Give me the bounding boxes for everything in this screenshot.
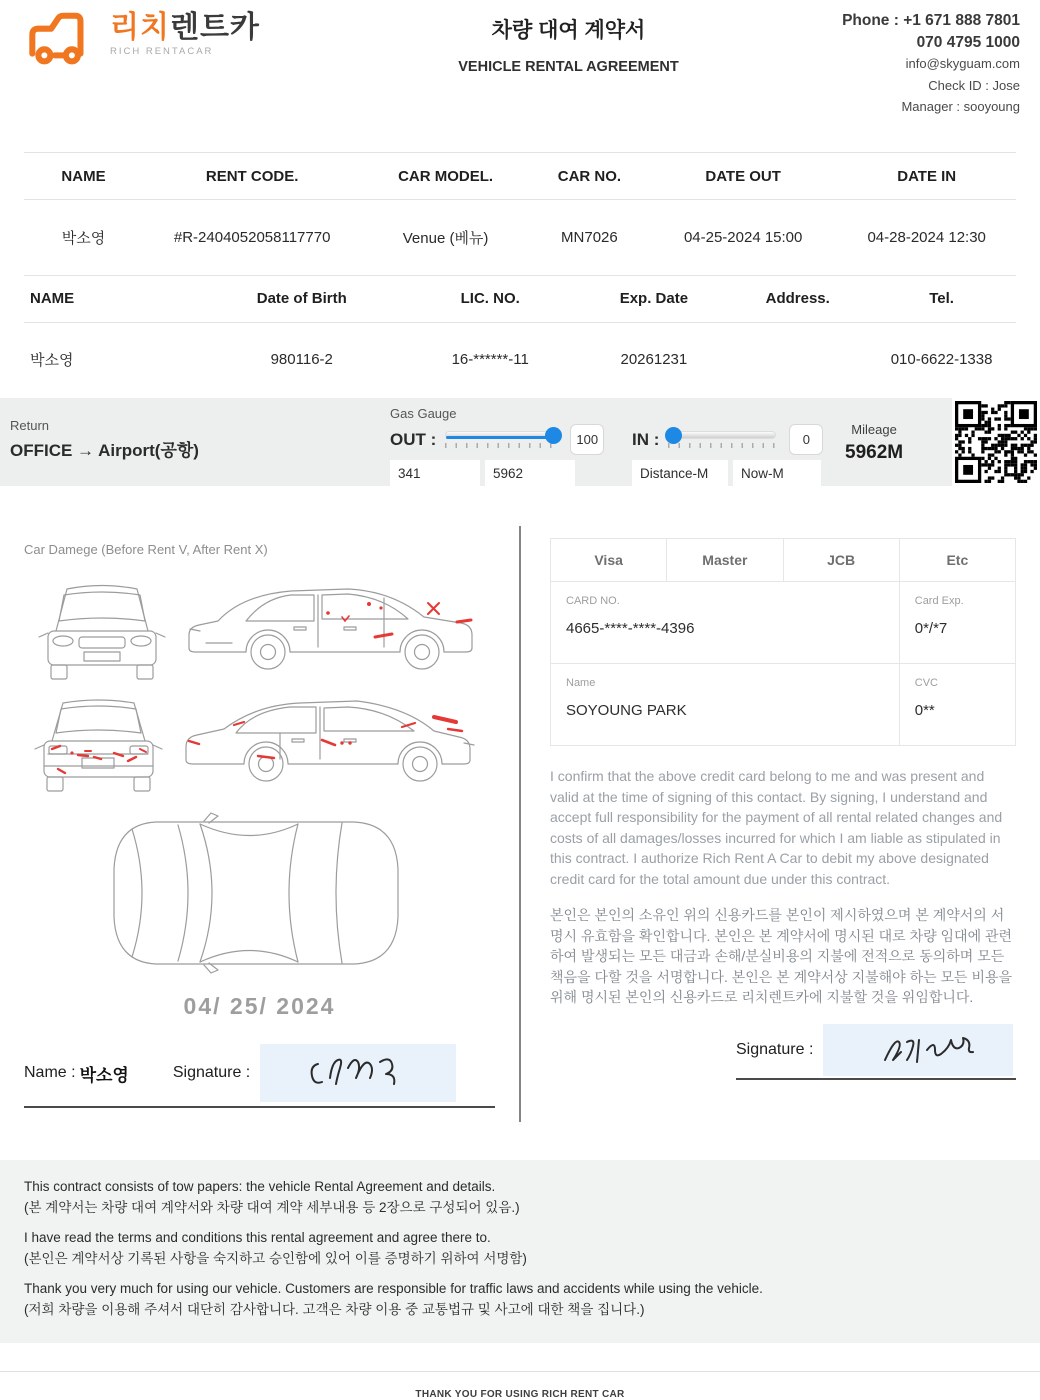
rental-car-no-value: MN7026	[561, 228, 618, 246]
logo-subtitle: RICH RENTACAR	[110, 46, 214, 57]
contact-info	[785, 10, 1020, 152]
card-number-label: CARD NO.	[566, 595, 620, 607]
driver-header-dob: Date of Birth	[203, 275, 401, 322]
gas-in-slider-ticks	[668, 443, 776, 448]
car-side-view-2	[172, 683, 488, 795]
logo-kr-secondary: 렌트카	[169, 11, 260, 44]
contact-email: info@skyguam.com	[905, 56, 1020, 71]
card-holder-label: Name	[566, 677, 596, 689]
card-signature-label: Signature :	[736, 1040, 814, 1058]
return-info	[10, 418, 199, 461]
gas-in-value-box[interactable]: 0	[789, 424, 823, 455]
driver-exp-date-value: 20261231	[620, 351, 688, 369]
qr-code	[952, 398, 1040, 486]
card-signature-pad[interactable]	[823, 1024, 1013, 1076]
gas-out-label: OUT :	[390, 429, 437, 449]
page-title-english: VEHICLE RENTAL AGREEMENT	[458, 59, 679, 75]
mileage-block	[845, 422, 903, 464]
renter-signature-label: Signature :	[172, 1064, 251, 1081]
logo	[22, 10, 352, 152]
driver-header-address: Address.	[728, 275, 867, 322]
card-holder-cell	[551, 664, 900, 746]
rental-header-date-out: DATE OUT	[649, 153, 837, 200]
card-signature-image	[823, 1024, 1013, 1076]
main-section	[0, 526, 1040, 1122]
driver-table-data-row	[24, 322, 1016, 397]
card-type-header-row	[551, 539, 1016, 582]
mileage-value: 5962M	[845, 442, 904, 463]
logo-korean-name	[110, 12, 260, 44]
card-holder-row	[551, 664, 1016, 746]
card-type-visa[interactable]: Visa	[551, 539, 667, 582]
gas-in-slider-track[interactable]	[668, 431, 776, 439]
rental-table-data-row	[24, 200, 1016, 275]
car-damage-title: Car Damege (Before Rent V, After Rent X)	[24, 542, 268, 557]
terms-line-ko-1: (본 계약서는 차량 대여 계약서와 차량 대여 계약 세부내용 등 2장으로 구성되어 있음.)	[24, 1200, 520, 1215]
terms-pair-1	[24, 1176, 1016, 1218]
contact-phone-1: Phone : +1 671 888 7801	[842, 12, 1020, 29]
credit-card-section	[521, 526, 1040, 1122]
car-side-view-1	[176, 571, 488, 683]
renter-signature-pad[interactable]	[260, 1044, 456, 1102]
return-label: Return	[10, 418, 50, 433]
gas-in-slider[interactable]	[668, 431, 776, 448]
title-block	[352, 10, 785, 152]
out-now-mileage-input[interactable]	[485, 460, 575, 486]
page-title-korean: 차량 대여 계약서	[491, 19, 646, 42]
rental-header-name: NAME	[24, 153, 143, 200]
card-number-value: 4665-****-****-4396	[566, 620, 695, 637]
driver-dob-value: 980116-2	[270, 351, 333, 369]
gas-in-slider-group	[632, 424, 823, 455]
terms-line-en-1: This contract consists of tow papers: the vehicle Rental Agreement and details.	[24, 1179, 496, 1194]
footer-text: THANK YOU FOR USING RICH RENT CAR	[415, 1389, 625, 1400]
card-cvc-label: CVC	[914, 677, 938, 689]
driver-name-value: 박소영	[30, 352, 74, 370]
rental-name-value: 박소영	[61, 229, 106, 247]
renter-signature-row	[24, 1044, 495, 1108]
rental-car-model-value: Venue (베뉴)	[402, 229, 489, 247]
gas-out-slider-group	[390, 424, 604, 455]
driver-header-lic-no: LIC. NO.	[401, 275, 580, 322]
card-type-jcb[interactable]: JCB	[783, 539, 899, 582]
rental-date-out-value: 04-25-2024 15:00	[683, 228, 803, 246]
driver-header-tel: Tel.	[867, 275, 1016, 322]
car-rear-view	[28, 691, 170, 801]
out-start-mileage-input[interactable]	[390, 460, 480, 486]
qr-code-svg	[955, 401, 1037, 483]
distance-m-input[interactable]	[632, 460, 728, 486]
driver-info-table	[24, 275, 1016, 398]
driver-address-value	[728, 322, 867, 397]
gauge-band	[0, 398, 1040, 486]
gas-out-value-box[interactable]: 100	[570, 424, 604, 455]
contact-check-id: Check ID : Jose	[928, 77, 1020, 93]
driver-tel-value: 010-6622-1338	[890, 351, 993, 369]
gas-gauge-label: Gas Gauge	[390, 406, 457, 421]
truck-logo-icon	[22, 10, 108, 68]
rental-header-car-no: CAR NO.	[530, 153, 649, 200]
terms-line-ko-3: (저희 차량을 이용해 주셔서 대단히 감사합니다. 고객은 차량 이용 중 교통법규 및 사고에 대한 책을 집니다.)	[24, 1302, 645, 1317]
gas-out-slider[interactable]	[445, 431, 557, 448]
car-damage-section	[0, 526, 519, 1122]
credit-card-table	[550, 538, 1016, 746]
rental-table-header-row	[24, 153, 1016, 200]
driver-header-exp-date: Exp. Date	[579, 275, 728, 322]
driver-lic-no-value: 16-******-11	[451, 351, 529, 369]
card-type-master[interactable]: Master	[667, 539, 783, 582]
terms-pair-3	[24, 1278, 1016, 1320]
renter-signature-image	[260, 1044, 456, 1102]
logo-kr-primary: 리치	[110, 11, 170, 44]
contact-manager: Manager : sooyoung	[901, 99, 1020, 114]
gas-out-slider-ticks	[445, 443, 557, 448]
gas-in-slider-thumb[interactable]	[665, 427, 682, 444]
car-damage-diagram[interactable]	[24, 569, 495, 987]
terms-line-ko-2: (본인은 계약서상 기록된 사항을 숙지하고 승인함에 있어 이를 증명하기 위하여 서명함)	[24, 1251, 527, 1266]
renter-name-label: Name :	[24, 1064, 76, 1081]
card-cvc-cell	[899, 664, 1015, 746]
driver-header-name: NAME	[24, 275, 203, 322]
card-cvc-value: 0**	[914, 702, 935, 719]
card-number-row	[551, 582, 1016, 664]
terms-line-en-3: Thank you very much for using our vehicle. Customers are responsible for traffic laws and accidents while using the vehicle.	[24, 1281, 763, 1296]
gas-out-slider-thumb[interactable]	[545, 427, 562, 444]
mileage-label: Mileage	[851, 422, 897, 437]
card-holder-value: SOYOUNG PARK	[566, 702, 687, 719]
gas-out-slider-track[interactable]	[445, 431, 557, 439]
contact-phone-2: 070 4795 1000	[916, 33, 1020, 51]
contract-date: 04/ 25/ 2024	[183, 993, 336, 1019]
card-exp-value: 0*/*7	[914, 620, 948, 637]
card-exp-cell	[899, 582, 1015, 664]
card-confirmation-korean: 본인은 본인의 소유인 위의 신용카드를 본인이 제시하였으며 본 계약서의 서명시 유효함을 확인합니다. 본인은 본 계약서에 명시된 대로 차량 임대에 관련하여 발생되는 모든 대금과 손해/분실비용의 지불에 전적으로 동의하며 모든 책음을 다할 것을 서명합니다. 본인은 본 계약서상 지불해야 하는 모든 비용을 위해 명시된 본인의 신용카드로 리치렌트카에 지불할 것을 위임합니다.	[550, 907, 1013, 1005]
card-exp-label: Card Exp.	[914, 595, 964, 607]
rental-header-car-model: CAR MODEL.	[361, 153, 530, 200]
terms-block	[0, 1160, 1040, 1343]
page-footer	[0, 1371, 1040, 1400]
card-type-etc[interactable]: Etc	[899, 539, 1015, 582]
rental-header-date-in: DATE IN	[837, 153, 1016, 200]
car-top-view	[100, 807, 412, 979]
header	[0, 0, 1040, 152]
terms-line-en-2: I have read the terms and conditions this rental agreement and agree there to.	[24, 1230, 491, 1245]
out-inputs	[390, 460, 575, 486]
in-inputs	[632, 460, 821, 486]
car-front-view	[32, 577, 172, 685]
rental-header-rent-code: RENT CODE.	[143, 153, 361, 200]
rental-info-table	[24, 152, 1016, 275]
rental-code-value: #R-2404052058117770	[173, 228, 331, 246]
gas-in-label: IN :	[632, 429, 660, 449]
logo-text	[110, 12, 260, 57]
gas-out-slider-progress	[446, 436, 556, 439]
rental-date-in-value: 04-28-2024 12:30	[867, 228, 986, 246]
now-m-input[interactable]	[733, 460, 821, 486]
terms-pair-2	[24, 1227, 1016, 1269]
card-number-cell	[551, 582, 900, 664]
card-confirmation-english: I confirm that the above credit card belong to me and was present and valid at the time of signing of this contact. By signing, I understand and accept full responsibility for the payment of all rental related changes and costs of all damages/losses incurred for which I am liable as stipulated in this contract. I authorize Rich Rent A Car to debit my above designated credit card for the total amount due under this contract.	[550, 768, 1003, 887]
renter-name-value: 박소영	[79, 1065, 129, 1085]
card-signature-row	[736, 1024, 1016, 1080]
return-route: OFFICE → Airport(공항)	[10, 441, 199, 460]
driver-table-header-row	[24, 275, 1016, 322]
